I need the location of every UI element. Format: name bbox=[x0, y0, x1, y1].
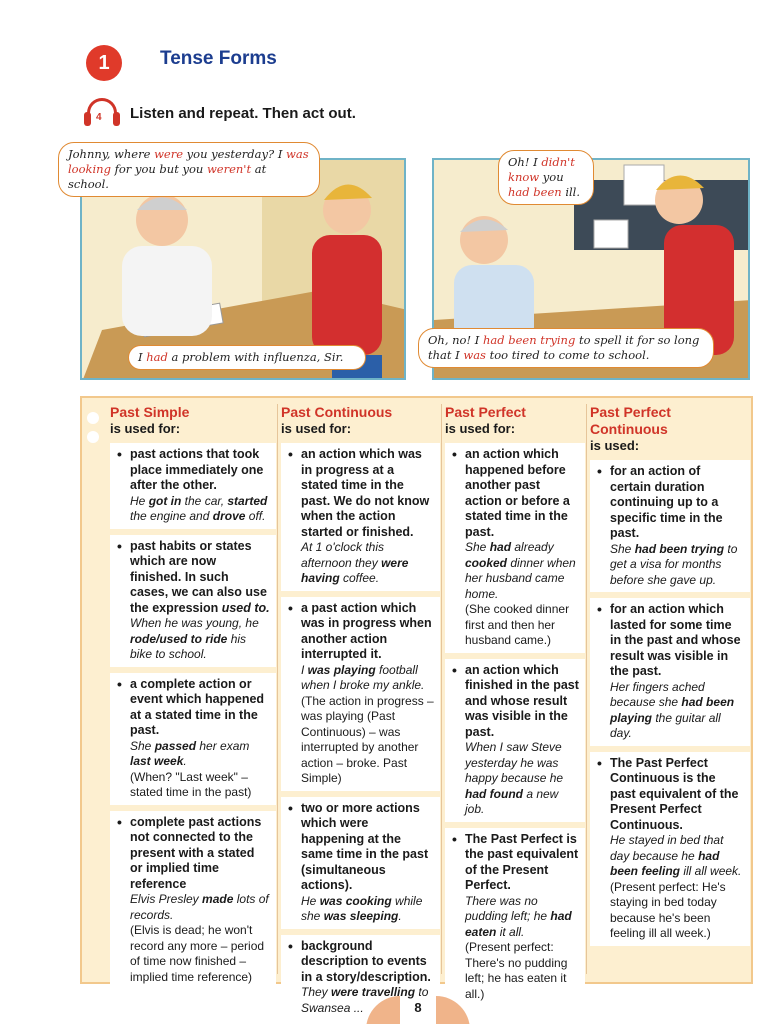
list-item: • background description to events in a story/description. They were travelling to Swansea ... bbox=[281, 935, 440, 1021]
list-item: • an action which finished in the past and whose result was visible in the past. When I saw Steve yesterday he was happy because he had found a new job. bbox=[445, 659, 585, 822]
column-title: Past Simple bbox=[110, 404, 190, 420]
list-item: • past actions that took place immediately one after the other. He got in the car, started the engine and drove off. bbox=[110, 443, 276, 529]
page-number: 8 bbox=[414, 1000, 422, 1015]
column-divider bbox=[441, 404, 442, 974]
column-title: Past Continuous bbox=[281, 404, 393, 420]
column-divider bbox=[586, 404, 587, 974]
decorative-dots bbox=[87, 412, 99, 450]
column-subtitle: is used for: bbox=[110, 421, 181, 436]
column-past-simple bbox=[110, 404, 276, 989]
column-past-perfect bbox=[445, 404, 585, 1006]
speech-bubble-teacher-2: Oh! I didn't know you had been ill. bbox=[498, 150, 594, 205]
list-item: • a complete action or event which happened at a stated time in the past. She passed her exam last week. (When? "Last week" – stated time in the past) bbox=[110, 673, 276, 805]
instruction-text: Listen and repeat. Then act out. bbox=[130, 104, 356, 122]
column-subtitle: is used for: bbox=[445, 421, 516, 436]
list-item: • past habits or states which are now finished. In such cases, we can also use the expression used to. When he was young, he rode/used to ride his bike to school. bbox=[110, 535, 276, 667]
unit-number-badge: 1 bbox=[86, 45, 122, 81]
list-item: • for an action of certain duration continuing up to a specific time in the past. She had been trying to get a visa for months before she gave up. bbox=[590, 460, 750, 592]
column-past-perfect-continuous bbox=[590, 404, 750, 946]
speech-bubble-boy-1: I had a problem with influenza, Sir. bbox=[128, 345, 366, 370]
list-item: • a past action which was in progress when another action interrupted it. I was playing football when I broke my ankle. (The action in progress – was playing (Past Continuous) – was interrupted by another action – broke. Past Simple) bbox=[281, 597, 440, 791]
page-title: Tense Forms bbox=[160, 48, 277, 69]
speech-bubble-teacher-1: Johnny, where were you yesterday? I was looking for you but you weren't at school. bbox=[58, 142, 320, 197]
speech-bubble-boy-2: Oh, no! I had been trying to spell it for so long that I was too tired to come to school. bbox=[418, 328, 714, 368]
list-item: • The Past Perfect is the past equivalent of the Present Perfect. There was no pudding left; he had eaten it all. (Present perfect: There's no pudding left; he has eaten it all.) bbox=[445, 828, 585, 1007]
list-item: • an action which was in progress at a stated time in the past. We do not know when the action started or finished. At 1 o'clock this afternoon they were having coffee. bbox=[281, 443, 440, 591]
listen-instruction bbox=[84, 96, 356, 130]
list-item: • an action which happened before another past action or before a stated time in the past. She had already cooked dinner when her husband came home. (She cooked dinner first and then her husband came.) bbox=[445, 443, 585, 653]
column-past-continuous bbox=[281, 404, 440, 1020]
list-item: • two or more actions which were happening at the same time in the past (simultaneous actions). He was cooking while she was sleeping. bbox=[281, 797, 440, 929]
column-title: Past Perfect Continuous bbox=[590, 404, 671, 437]
column-subtitle: is used for: bbox=[281, 421, 352, 436]
list-item: • The Past Perfect Continuous is the past equivalent of the Present Perfect Continuous. He stayed in bed that day because he had been feeling ill all week. (Present perfect: He's staying in bed today because he's been feeling ill all week.) bbox=[590, 752, 750, 946]
column-subtitle: is used: bbox=[590, 438, 640, 453]
column-divider bbox=[277, 404, 278, 974]
column-title: Past Perfect bbox=[445, 404, 526, 420]
track-number: 4 bbox=[96, 112, 102, 123]
list-item: • complete past actions not connected to the present with a stated or implied time reference Elvis Presley made lots of records. (Elvis is dead; he won't record any more – period of time now finished – implied time reference) bbox=[110, 811, 276, 990]
headphones-icon bbox=[84, 96, 120, 130]
list-item: • for an action which lasted for some time in the past and whose result was visible in the past. Her fingers ached because she had been playing the guitar all day. bbox=[590, 598, 750, 746]
